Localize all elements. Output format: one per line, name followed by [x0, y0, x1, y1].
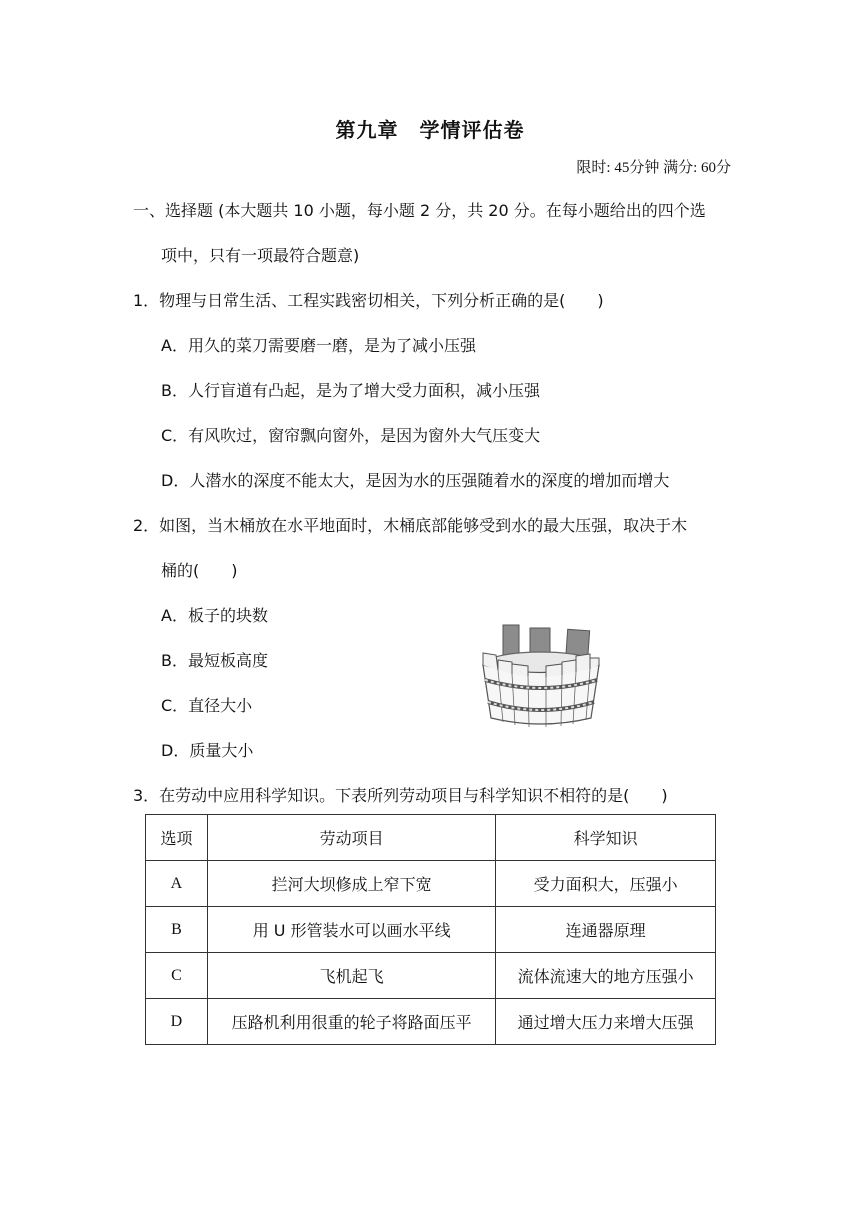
- question-2-stem-line2: 桶的( ): [161, 561, 238, 580]
- table-cell: 通过增大压力来增大压强: [496, 999, 716, 1045]
- table-header: 选项: [146, 815, 208, 861]
- page-title: 第九章 学情评估卷: [335, 118, 525, 142]
- wooden-bucket-figure: [476, 620, 606, 730]
- section-heading-line1: 一、选择题 (本大题共 10 小题，每小题 2 分，共 20 分。在每小题给出的四个选: [133, 201, 706, 220]
- section-heading-line2: 项中，只有一项最符合题意): [161, 246, 360, 265]
- question-2-option-c[interactable]: C．直径大小: [161, 696, 253, 715]
- table-row: [146, 953, 716, 999]
- question-3-stem: 3．在劳动中应用科学知识。下表所列劳动项目与科学知识不相符的是( ): [133, 786, 668, 805]
- question-2-option-b[interactable]: B．最短板高度: [161, 651, 268, 670]
- question-2-stem-line1: 2．如图，当木桶放在水平地面时，木桶底部能够受到水的最大压强，取决于木: [133, 516, 688, 535]
- table-cell: 飞机起飞: [207, 953, 495, 999]
- table-cell: A: [146, 861, 208, 907]
- question-3-table: [145, 814, 716, 1045]
- table-header: 劳动项目: [207, 815, 495, 861]
- question-1-option-b[interactable]: B．人行盲道有凸起，是为了增大受力面积，减小压强: [161, 381, 540, 400]
- table-cell: B: [146, 907, 208, 953]
- table-cell: 拦河大坝修成上窄下宽: [207, 861, 495, 907]
- table-header: 科学知识: [496, 815, 716, 861]
- table-row: [146, 907, 716, 953]
- table-header-row: [146, 815, 716, 861]
- table-cell: 连通器原理: [496, 907, 716, 953]
- exam-limits: 限时: 45分钟 满分: 60分: [576, 160, 731, 176]
- question-1-stem: 1．物理与日常生活、工程实践密切相关，下列分析正确的是( ): [133, 291, 604, 310]
- table-row: [146, 861, 716, 907]
- table-cell: D: [146, 999, 208, 1045]
- table-cell: 受力面积大，压强小: [496, 861, 716, 907]
- question-1-option-c[interactable]: C．有风吹过，窗帘飘向窗外，是因为窗外大气压变大: [161, 426, 541, 445]
- question-2-option-a[interactable]: A．板子的块数: [161, 606, 268, 625]
- table-cell: 用 U 形管装水可以画水平线: [207, 907, 495, 953]
- table-row: [146, 999, 716, 1045]
- question-2-option-d[interactable]: D．质量大小: [161, 741, 254, 760]
- table-cell: 压路机利用很重的轮子将路面压平: [207, 999, 495, 1045]
- table-cell: C: [146, 953, 208, 999]
- table-cell: 流体流速大的地方压强小: [496, 953, 716, 999]
- question-1-option-d[interactable]: D．人潜水的深度不能太大，是因为水的压强随着水的深度的增加而增大: [161, 471, 670, 490]
- question-1-option-a[interactable]: A．用久的菜刀需要磨一磨，是为了减小压强: [161, 336, 476, 355]
